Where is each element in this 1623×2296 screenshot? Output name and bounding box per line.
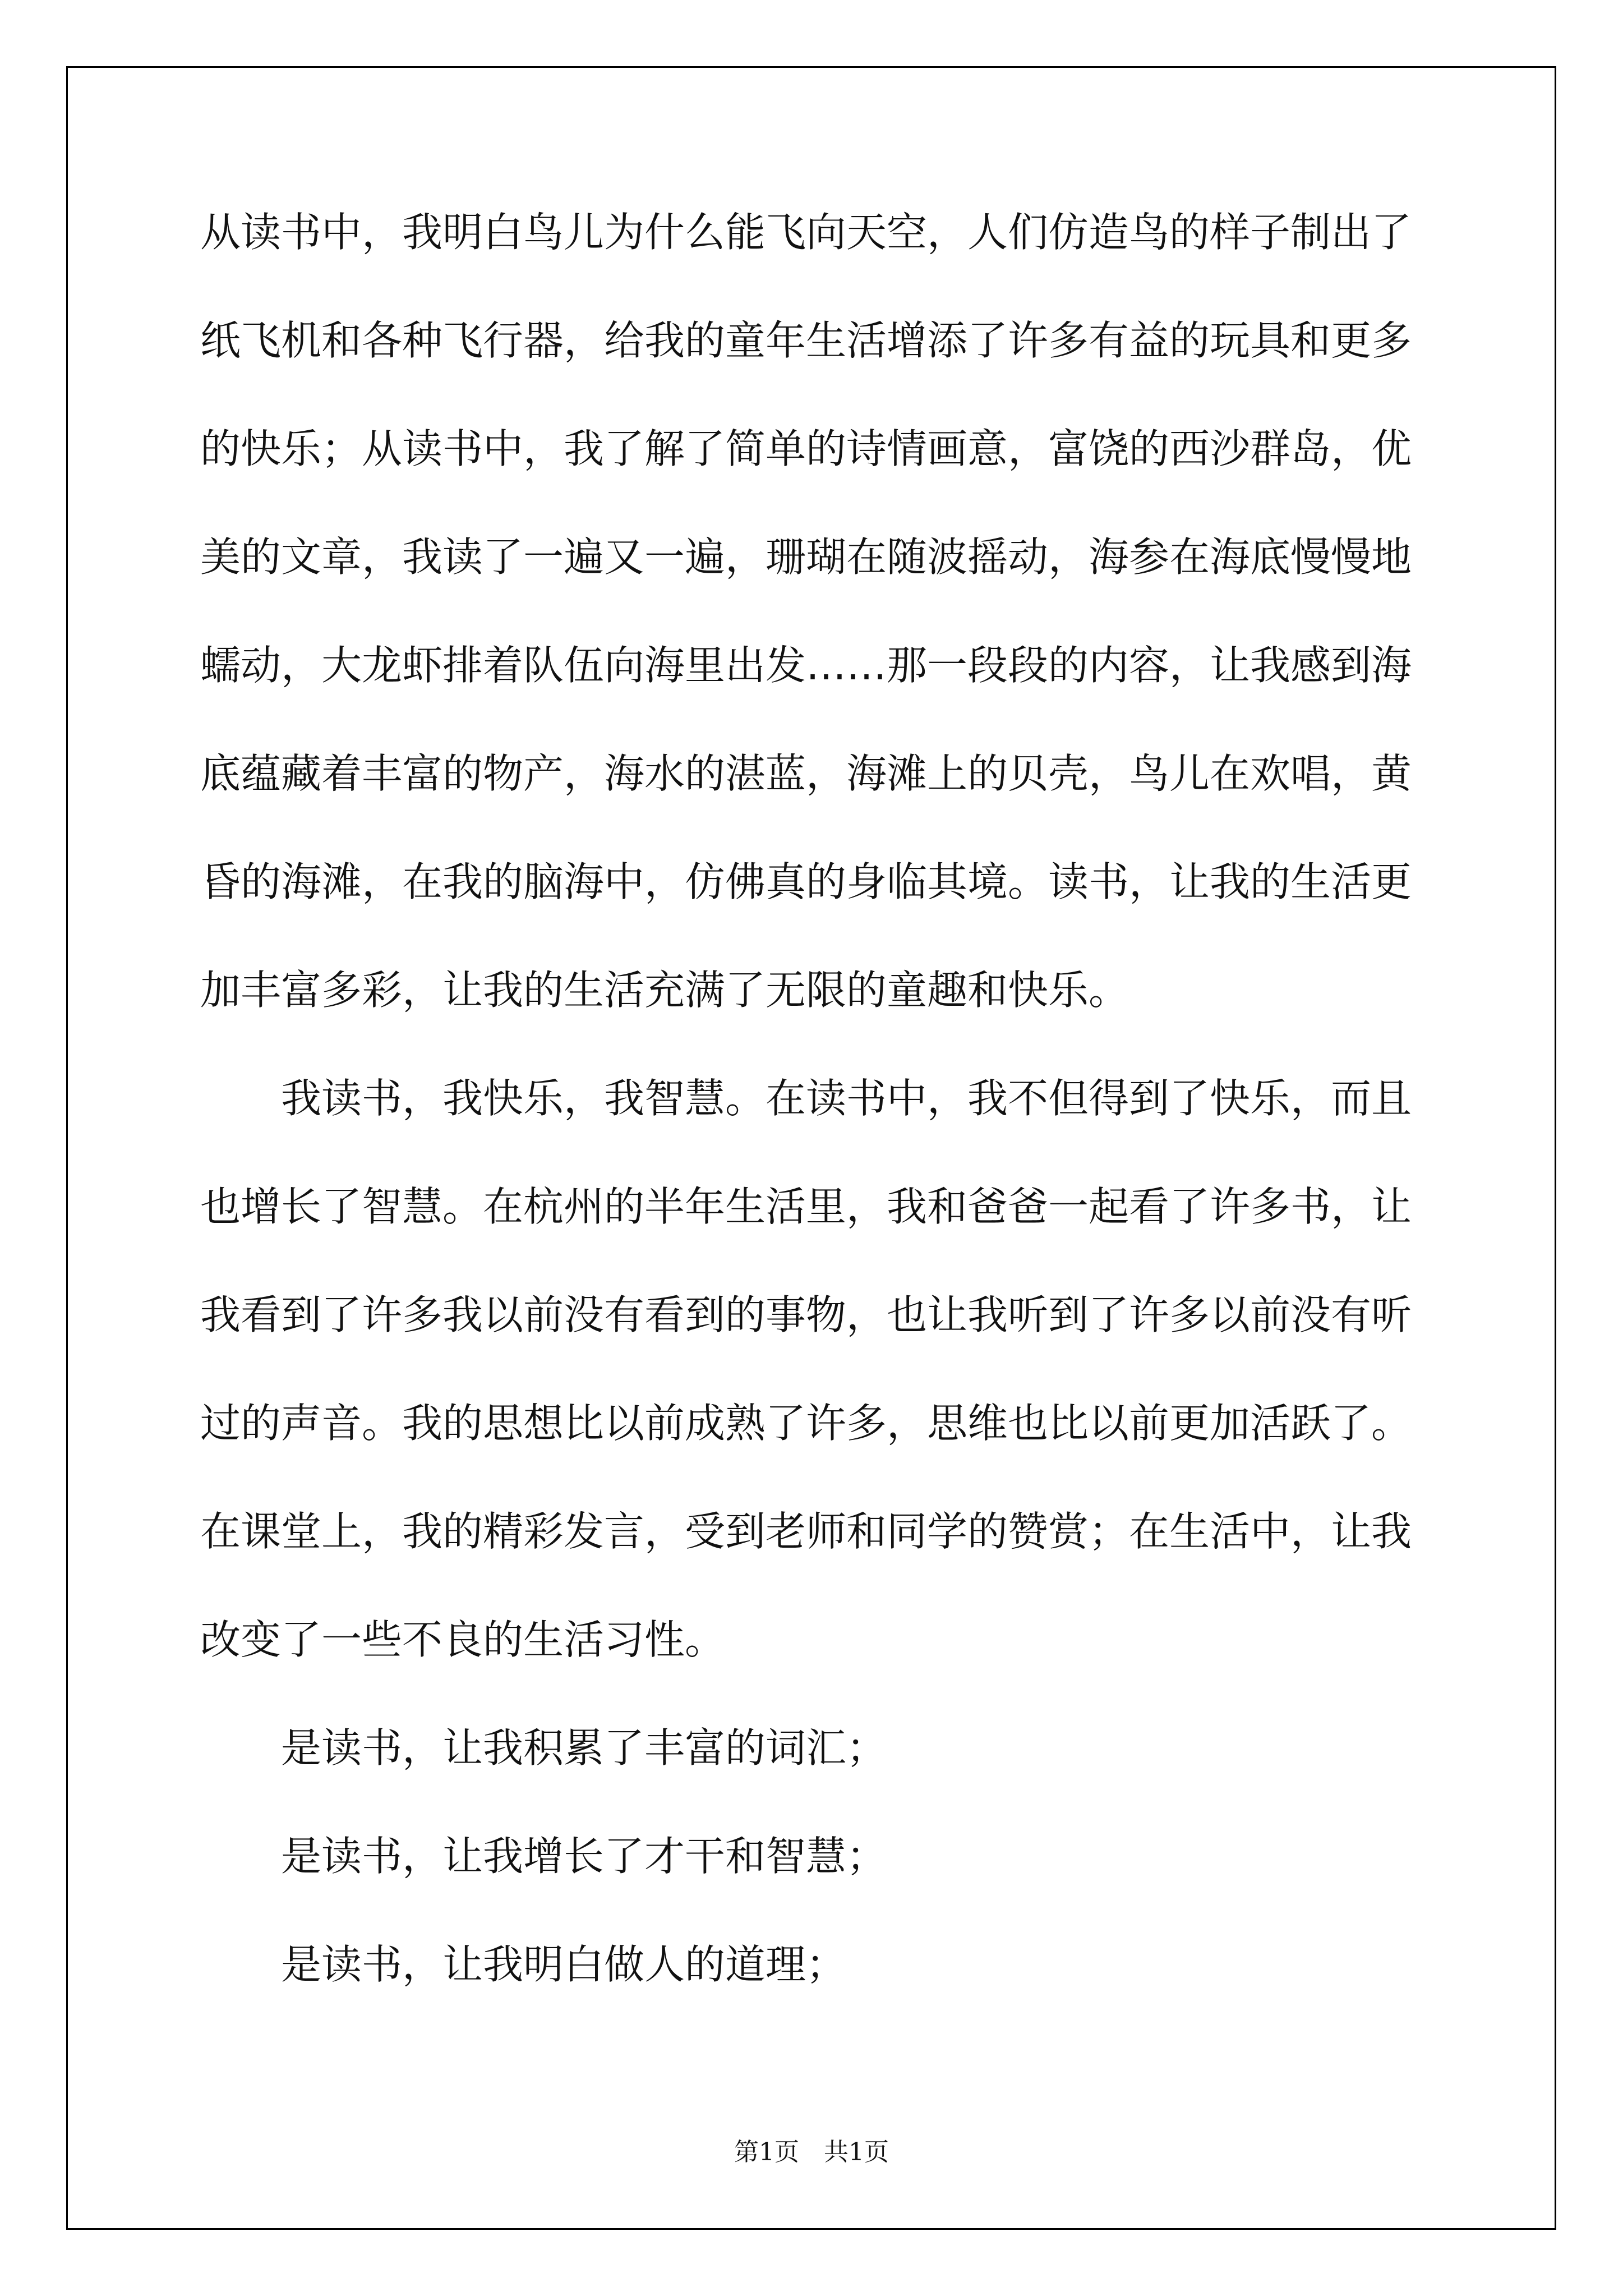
text-line: 是读书，让我增长了才干和智慧；: [281, 1833, 887, 1880]
text-line: 蠕动，大龙虾排着队伍向海里出发……那一段段的内容，让我感到海: [200, 642, 1412, 689]
text-line: 从读书中，我明白鸟儿为什么能飞向天空，人们仿造鸟的样子制出了: [200, 209, 1412, 256]
text-line: 我看到了许多我以前没有看到的事物，也让我听到了许多以前没有听: [200, 1291, 1412, 1338]
paragraph: [200, 1943, 1434, 2051]
document-body: [200, 210, 1434, 2051]
text-line: 加丰富多彩，让我的生活充满了无限的童趣和快乐。: [200, 967, 1129, 1014]
page-number-footer: 第1页 共1页: [734, 2138, 889, 2166]
text-line: 美的文章，我读了一遍又一遍，珊瑚在随波摇动，海参在海底慢慢地: [200, 533, 1412, 581]
text-line: 是读书，让我明白做人的道理；: [281, 1941, 847, 1988]
paragraph: [200, 1834, 1434, 1943]
text-line: 纸飞机和各种飞行器，给我的童年生活增添了许多有益的玩具和更多: [200, 317, 1412, 364]
paragraph: [200, 210, 1434, 1076]
text-line: 也增长了智慧。在杭州的半年生活里，我和爸爸一起看了许多书，让: [200, 1183, 1412, 1230]
text-line: 我读书，我快乐，我智慧。在读书中，我不但得到了快乐，而且: [281, 1075, 1412, 1122]
text-line: 在课堂上，我的精彩发言，受到老师和同学的赞赏；在生活中，让我: [200, 1508, 1412, 1555]
text-line: 昏的海滩，在我的脑海中，仿佛真的身临其境。读书，让我的生活更: [200, 858, 1412, 905]
text-line: 过的声音。我的思想比以前成熟了许多，思维也比以前更加活跃了。: [200, 1400, 1412, 1447]
text-line: 是读书，让我积累了丰富的词汇；: [281, 1724, 887, 1772]
text-line: 底蕴藏着丰富的物产，海水的湛蓝，海滩上的贝壳，鸟儿在欢唱，黄: [200, 750, 1412, 797]
paragraph: [200, 1076, 1434, 1726]
text-line: 的快乐；从读书中，我了解了简单的诗情画意，富饶的西沙群岛，优: [200, 425, 1412, 472]
paragraph: [200, 1726, 1434, 1834]
text-line: 改变了一些不良的生活习性。: [200, 1616, 726, 1663]
